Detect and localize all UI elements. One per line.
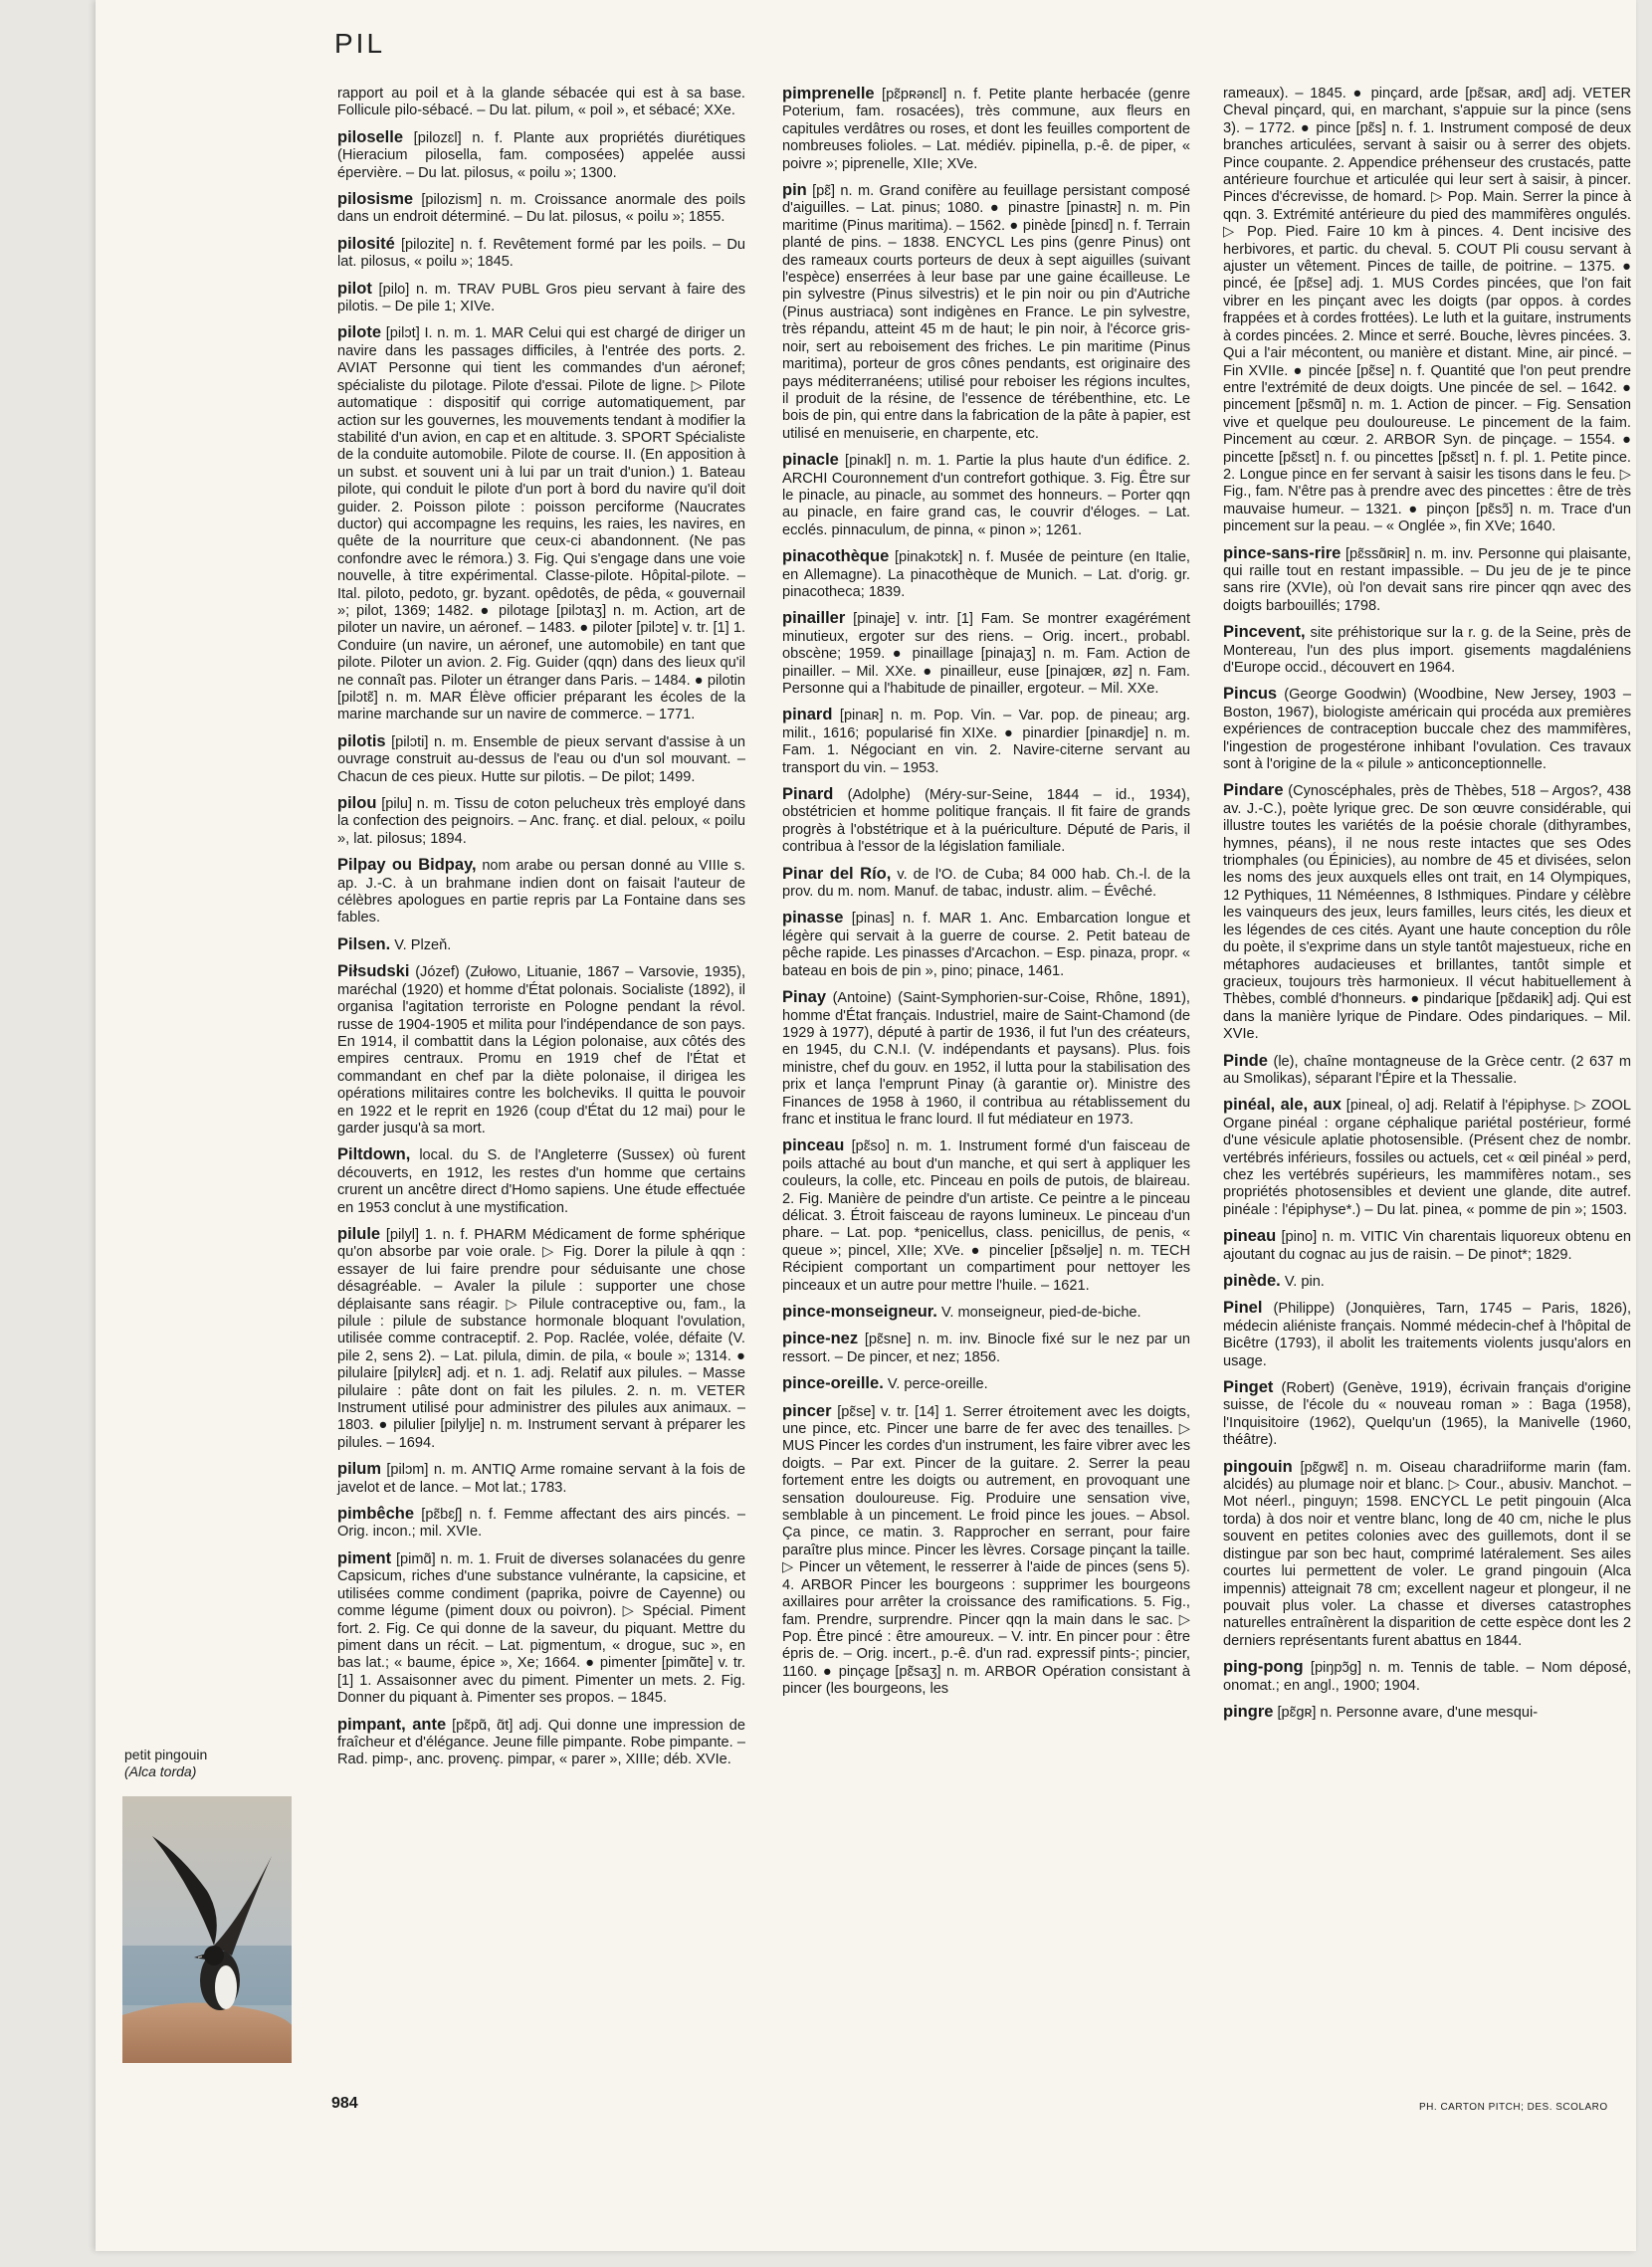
dictionary-entry — [337, 281, 745, 316]
dictionary-entry — [1223, 1097, 1631, 1219]
entry-definition: V. Plzeň. — [394, 936, 452, 953]
entry-definition: [pineal, o] adj. Relatif à l'épiphyse. ▷ ZOOL Organe pinéal : organe céphalique pariétal postérieur, formé d'une vésicule aplatie photosensible. (Présent chez de nombr. vertébrés inférieurs, fossiles ou actuels, cet « œil pinéal » perd, chez les vertébrés supérieurs, les mammifères notam., ses propriétés photosensibles et devient une glande, dite autref. pinéale : l'épiphyse*.) – Du lat. pinea, « pomme de pin »; 1503. — [1223, 1098, 1631, 1218]
entry-headword: pilou — [337, 794, 377, 813]
entry-definition: (Cynoscéphales, près de Thèbes, 518 – Argos?, 438 av. J.-C.), poète lyrique grec. De son œuvre considérable, qui illustre toutes les variétés de la poésie chorale (dithyrambes, hymnes, péans), il ne nous reste intactes que ses Odes triomphales (ou Épinicies), au nombre de 45 et divisées, selon les noms des jeux auxquels elles ont trait, en 14 Olympiques, 12 Pythiques, 11 Néméennes, 8 Isthmiques. Pindare y célèbre les vainqueurs des jeux, leurs familles, leurs cités, les dieux et les légendes de ces cités. Ayant une haute conception du rôle du poète, il s'exprime dans un style tantôt majestueux, riche en métaphores audacieuses et brillantes, tantôt simple et gracieux, toujours très harmonieux. Il vécut habituellement à Thèbes, comblé d'honneurs. ● pindarique [pɛ̃daʀik] adj. Qui est dans la manière lyrique de Pindare. Odes pindariques. – Mil. XVIe. — [1223, 783, 1631, 1043]
dictionary-entry — [782, 866, 1190, 902]
entry-definition: [pilo] n. m. TRAV PUBL Gros pieu servant à faire des pilotis. – De pile 1; XIVe. — [337, 281, 745, 315]
entry-headword: pincer — [782, 1401, 832, 1420]
entry-headword: Pinel — [1223, 1299, 1263, 1318]
entry-headword: pingre — [1223, 1702, 1274, 1721]
entry-definition: [pinaʀ] n. m. Pop. Vin. – Var. pop. de pineau; arg. milit., 1616; popularisé fin XIXe. ● pinardier [pinaʀdje] n. m. Fam. 1. Négociant en vin. 2. Navire-citerne servant au transport du vin. – 1953. — [782, 708, 1191, 776]
entry-headword: pingouin — [1223, 1457, 1293, 1476]
dictionary-entry — [337, 1506, 745, 1542]
page-number: 984 — [331, 2095, 358, 2112]
penguin-photo — [122, 1796, 292, 2063]
entry-headword: Pinget — [1223, 1378, 1274, 1397]
entry-headword: Pincus — [1223, 685, 1278, 704]
dictionary-entry — [782, 548, 1190, 601]
dictionary-page — [96, 0, 1636, 2251]
entry-definition: [pilozite] n. f. Revêtement formé par les poils. – Du lat. pilosus, « poilu »; 1845. — [337, 236, 745, 271]
entry-definition: rameaux). – 1845. ● pinçard, arde [pɛ̃saʀ, aʀd] adj. VETER Cheval pinçard, qui, en marchant, s'appuie sur la pince (sens 3). – 1772. ● pince [pɛ̃s] n. f. 1. Instrument composé de deux branches articulées, servant à saisir ou à serrer des objets. Pince coupante. 2. Appendice préhenseur des crustacés, patte antérieure fourchue et articulée qui leur sert à saisir, à pincer. Pinces d'écrevisse, de homard. ▷ Pop. Main. Serrer la pince à qqn. 3. Extrémité antérieure du pied des mammifères ongulés. ▷ Pop. Pied. Faire 10 km à pinces. 4. Dent incisive des herbivores, et partic. du cheval. 5. COUT Pli cousu servant à ajuster un vêtement. Pinces de taille, de poitrine. – 1375. ● pincé, ée [pɛ̃se] adj. 1. MUS Cordes pincées, que l'on fait vibrer en les pinçant avec les doigts (par oppos. à cordes frappées et à cordes frottées). Le luth et la guitare, instruments à cordes pincées. 2. Mince et serré. Bouche, lèvres pincées. 3. Qui a l'air mécontent, ou manière et distant. Mine, air pincé. – Fin XVIIe. ● pincée [pɛ̃se] n. f. Quantité que l'on peut prendre entre l'extrémité de deux doigts. Une pincée de sel. – 1642. ● pincement [pɛ̃smɑ̃] n. m. 1. Action de pincer. – Fig. Sensation vive et quelque peu douloureuse. Le pincement de la faim. Pincement au cœur. 2. ARBOR Syn. de pinçage. – 1554. ● pincette [pɛ̃sɛt] n. f. ou pincettes [pɛ̃sɛt] n. f. pl. 1. Petite pince. 2. Longue pince en fer servant à saisir les tisons dans le feu. ▷ Fig., fam. N'être pas à prendre avec des pincettes : être de très mauvaise humeur. – 1321. ● pinçon [pɛ̃sɔ̃] n. m. Trace d'un pincement sur la peau. – « Onglée », fin XVe; 1640. — [1223, 86, 1631, 535]
dictionary-entry — [337, 795, 745, 848]
running-head: PIL — [334, 28, 386, 59]
entry-headword: Pinay — [782, 988, 827, 1007]
dictionary-entry — [1223, 1300, 1631, 1370]
entry-definition: [pɛ̃so] n. m. 1. Instrument formé d'un faisceau de poils attaché au bout d'un manche, et qui sert à appliquer les couleurs, la colle, etc. Pinceau en poils de putois, de blaireau. 2. Fig. Manière de peindre d'un artiste. Ce peintre a le pinceau délicat. 3. Étroit faisceau de rayons lumineux. Le pinceau d'un phare. – Lat. pop. *penicellus, class. penicillus, de penis, « queue »; pincel, XIIe; XVe. ● pincelier [pɛ̃səlje] n. m. TECH Récipient comportant un compartiment pour nettoyer les pinceaux et un autre pour mettre l'huile. – 1621. — [782, 1138, 1190, 1294]
entry-definition: [pilyl] 1. n. f. PHARM Médicament de forme sphérique qu'on absorbe par voie orale. ▷ Fig. Dorer la pilule à qqn : essayer de lui faire prendre pour séduisante une chose désagréable. – Avaler la pilule : supporter une chose déplaisante sans réagir. ▷ Pilule contraceptive ou, fam., la pilule : pilule de substance hormonale bloquant l'ovulation, utilisée comme contraceptif. 2. Pop. Raclée, volée, défaite (V. pile 2, sens 2). – Lat. pilula, dimin. de pila, « boule »; 1314. ● pilulaire [pilylɛʀ] adj. et n. 1. adj. Relatif aux pilules. – Masse pilulaire : pâte dont on fait les pilules. 2. n. m. VETER Instrument utilisé pour administrer des pilules aux animaux. – 1803. ● pilulier [pilylje] n. m. Instrument servant à préparer les pilules. – 1694. — [337, 1226, 745, 1451]
entry-definition: [pɛ̃gwɛ̃] n. m. Oiseau charadriiforme marin (fam. alcidés) au plumage noir et blanc. ▷ Cour., abusiv. Manchot. – Mot néerl., pinguyn; 1598. ENCYCL Le petit pingouin (Alca torda) à dos noir et ventre blanc, long de 40 cm, niche le plus souvent en petites colonies avec des guillemots, dont il se distingue par son bec haut, comprimé latéralement. Ses ailes courtes lui permettent de voler. Le grand pingouin (Alca impennis) atteignait 78 cm; excellent nageur et plongeur, il ne pouvait plus voler. La chasse et diverses catastrophes naturelles entraînèrent la disparition de cette espèce dont les 2 derniers représentants furent abattus en 1844. — [1223, 1459, 1631, 1649]
dictionary-entry — [782, 452, 1190, 539]
dictionary-entry — [1223, 1273, 1631, 1291]
entry-definition: [pɛ̃bɛʃ] n. f. Femme affectant des airs pincés. – Orig. incon.; mil. XVIe. — [337, 1507, 746, 1541]
entry-headword: pinacle — [782, 451, 839, 470]
caption-latin-name: (Alca torda) — [124, 1763, 197, 1779]
entry-definition: [pinas] n. f. MAR 1. Anc. Embarcation longue et légère qui servait à la guerre de course. 2. Petit bateau de pêche rapide. Les pinasses d'Arcachon. – Esp. pinaza, propr. « bateau en bois de pin », pino; pinace, 1461. — [782, 911, 1190, 979]
entry-definition: [pilozɛl] n. f. Plante aux propriétés diurétiques (Hieracium pilosella, fam. composées) appelée aussi épervière. – Du lat. pilosus, « poilu »; 1300. — [337, 129, 745, 181]
entry-headword: pin — [782, 181, 807, 200]
entry-headword: piment — [337, 1548, 392, 1567]
dictionary-entry — [1223, 1379, 1631, 1450]
dictionary-entry — [1223, 1459, 1631, 1650]
entry-headword: Pilpay ou Bidpay, — [337, 856, 477, 875]
entry-definition: [pinakɔtɛk] n. f. Musée de peinture (en Italie, en Allemagne). La pinacothèque de Munich. – Lat. d'orig. gr. pinacotheca; 1839. — [782, 549, 1190, 600]
entry-headword: Pinar del Río, — [782, 864, 892, 883]
column-2 — [782, 86, 1190, 1708]
column-3 — [1223, 86, 1631, 1731]
entry-headword: pince-monseigneur. — [782, 1303, 937, 1321]
dictionary-entry — [782, 707, 1190, 777]
entry-definition: [pino] n. m. VITIC Vin charentais liquoreux obtenu en ajoutant du cognac au jus de raisin. – De pinot*; 1829. — [1223, 1229, 1631, 1263]
entry-definition: (Józef) (Zułowo, Lituanie, 1867 – Varsovie, 1935), maréchal (1920) et homme d'État polonais. Socialiste (1892), il organisa l'agitation terroriste en Pologne pendant la révol. russe de 1904-1905 et milita pour l'indépendance de son pays. En 1914, il combattit dans la Légion polonaise, aux côtés des empires centraux. Promu en 1919 chef de l'État et commandant en chef par la diète polonaise, il dirigea les opérations militaires contre les bolcheviks. Il quitta le pouvoir en 1922 et le reprit en 1926 (coup d'État du 12 mai) pour le garder jusqu'à sa mort. — [337, 964, 745, 1136]
dictionary-entry — [1223, 545, 1631, 616]
entry-definition: V. pin. — [1284, 1274, 1325, 1290]
dictionary-entry — [1223, 782, 1631, 1043]
entry-headword: piloselle — [337, 127, 404, 146]
dictionary-entry — [782, 910, 1190, 980]
entry-definition: V. perce-oreille. — [887, 1376, 988, 1393]
entry-headword: pilot — [337, 279, 372, 298]
dictionary-entry — [1223, 86, 1631, 536]
entry-definition: site préhistorique sur la r. g. de la Seine, près de Montereau, l'un des plus import. gisements magdaléniens d'Europe occid., découvert en 1964. — [1223, 625, 1631, 676]
entry-headword: pinceau — [782, 1136, 845, 1155]
dictionary-entry — [782, 1403, 1190, 1699]
entry-headword: Pilsen. — [337, 934, 391, 953]
dictionary-entry — [337, 324, 745, 723]
dictionary-entry — [337, 1226, 745, 1452]
dictionary-entry — [782, 1375, 1190, 1393]
dictionary-entry — [782, 1331, 1190, 1366]
dictionary-entry — [1223, 1659, 1631, 1695]
figure-caption — [124, 1747, 294, 1780]
entry-headword: Pinard — [782, 785, 834, 804]
entry-headword: pilum — [337, 1460, 381, 1479]
entry-headword: pinailler — [782, 609, 846, 628]
dictionary-entry — [337, 191, 745, 227]
entry-headword: pimprenelle — [782, 85, 875, 103]
entry-definition: [piŋpɔ̃g] n. m. Tennis de table. – Nom déposé, onomat.; en angl., 1900; 1904. — [1223, 1660, 1631, 1694]
entry-definition: [pɛ̃pɑ̃, ɑ̃t] adj. Qui donne une impression de fraîcheur et d'élégance. Jeune fille pimpante. Robe pimpante. – Rad. pimp-, anc. provenç. pimpar, « parer », XIIIe; déb. XVIe. — [337, 1717, 745, 1768]
entry-headword: Piltdown, — [337, 1145, 411, 1164]
entry-definition: [pɛ̃pʀənɛl] n. f. Petite plante herbacée (genre Poterium, fam. rosacées), très commune, aux fleurs en capitules verdâtres ou roses, et dont les feuilles comportent de nombreuses folioles. – Lat. médiév. pipinella, p.-ê. de piper, « poivre »; piprenelle, XIIe; XVe. — [782, 87, 1190, 172]
entry-headword: pilotis — [337, 731, 386, 750]
entry-definition: (le), chaîne montagneuse de la Grèce centr. (2 637 m au Smolikas), séparant l'Épire et la Thessalie. — [1223, 1053, 1631, 1087]
entry-definition: [pɛ̃gʀ] n. Personne avare, d'une mesqui- — [1277, 1704, 1539, 1721]
dictionary-entry — [337, 1717, 745, 1769]
dictionary-entry — [1223, 686, 1631, 773]
entry-definition: rapport au poil et à la glande sébacée qui est à sa base. Follicule pilo-sébacé. – Du lat. pilum, « poil », et sébacé; XXe. — [337, 86, 745, 119]
entry-definition: v. de l'O. de Cuba; 84 000 hab. Ch.-l. de la prov. du m. nom. Manuf. de tabac, industr. alim. – Évêché. — [782, 866, 1190, 901]
entry-headword: pineau — [1223, 1227, 1277, 1246]
entry-headword: pince-nez — [782, 1330, 859, 1348]
dictionary-entry — [782, 786, 1190, 857]
entry-definition: [pinaje] v. intr. [1] Fam. Se montrer exagérément minutieux, ergoter sur des riens. – Orig. incert., probabl. obscène; 1959. ● pinaillage [pinajaʒ] n. m. Fam. Action de pinailler. – Mil. XXe. ● pinailleur, euse [pinajœʀ, øz] n. Fam. Personne qui a l'habitude de pinailler, ergoteur. – Mil. XXe. — [782, 611, 1190, 697]
entry-definition: (Philippe) (Jonquières, Tarn, 1745 – Paris, 1826), médecin aliéniste français. Nommé médecin-chef à l'hôpital de Bicêtre (1793), il abolit les traitements violents jusqu'alors en usage. — [1223, 1301, 1631, 1369]
dictionary-entry — [1223, 1704, 1631, 1722]
entry-definition: [pilɔm] n. m. ANTIQ Arme romaine servant à la fois de javelot et de lance. – Mot lat.; 1783. — [337, 1462, 745, 1496]
dictionary-entry — [782, 1304, 1190, 1322]
entry-headword: Pincevent, — [1223, 623, 1306, 642]
dictionary-entry — [782, 989, 1190, 1129]
dictionary-entry — [1223, 1053, 1631, 1089]
entry-headword: pilote — [337, 323, 381, 342]
entry-headword: pilule — [337, 1224, 381, 1243]
entry-headword: pince-oreille. — [782, 1374, 884, 1393]
dictionary-entry — [337, 963, 745, 1137]
dictionary-entry — [337, 857, 745, 927]
entry-definition: (Antoine) (Saint-Symphorien-sur-Coise, Rhône, 1891), homme d'État français. Industriel, maire de Saint-Chamond (de 1929 à 1977), député à partir de 1936, il fut l'un des créateurs, en 1945, du C.N.I. (V. indépendants et paysans). Plus. fois ministre, chef du gouv. en 1952, il lutta pour la stabilisation des prix et lança l'emprunt Pinay (à garantie or). Ministre des Finances de 1958 à 1960, il contribua au rétablissement du franc et institua le franc lourd. Il fut médiateur en 1973. — [782, 990, 1190, 1128]
dictionary-entry — [337, 733, 745, 786]
entry-definition: [pɛ̃se] v. tr. [14] 1. Serrer étroitement avec les doigts, une pince, etc. Pincer une barre de fer avec des tenailles. ▷ MUS Pincer les cordes d'un instrument, les faire vibrer avec les doigts. – Par ext. Pincer de la guitare. 2. Serrer la peau fortement entre les doigts ou autrement, en provoquant une sensation douloureuse. Fig. Produire une sensation vive, semblable à un pincement. Le froid pince les joues. – Absol. Ça pince, ce matin. 3. Rapprocher en serrant, pour faire paraître plus mince. Pincer les lèvres. Corsage pinçant la taille. ▷ Pincer un vêtement, le resserrer à l'aide de pinces (sens 5). 4. ARBOR Pincer les bourgeons : supprimer les bourgeons axillaires pour arrêter la croissance des ramifications. 5. Fig., fam. Prendre, surprendre. Pincer qqn la main dans le sac. ▷ Pop. Être pincé : être amoureux. – V. intr. En pincer pour : être épris de. – Orig. incert., p.-ê. d'un rad. expressif pints-; pincier, 1160. ● pinçage [pɛ̃saʒ] n. m. ARBOR Opération consistant à pincer (les bourgeons, les — [782, 1403, 1190, 1698]
entry-headword: pinasse — [782, 909, 844, 927]
entry-definition: [pɛ̃ssɑ̃ʀiʀ] n. m. inv. Personne qui plaisante, qui raille tout en restant impassible. – Du jeu de je te pince sans rire (XVIe), où l'on devait sans rire pincer qqn avec des doigts barbouillés; 1798. — [1223, 545, 1631, 614]
entry-definition: [pilɔti] n. m. Ensemble de pieux servant d'assise à un ouvrage construit au-dessus de l'eau ou d'un sol mouvant. – Chacun de ces pieux. Hutte sur pilotis. – De pilot; 1499. — [337, 733, 745, 785]
caption-common-name: petit pingouin — [124, 1747, 208, 1762]
entry-headword: Pindare — [1223, 781, 1284, 800]
entry-definition: [pilɔt] I. n. m. 1. MAR Celui qui est chargé de diriger un navire dans les passages difficiles, à l'entrée des ports. 2. AVIAT Personne qui tient les commandes d'un aéronef; spécialiste du pilotage. Pilote d'essai. Pilote de ligne. ▷ Pilote automatique : dispositif qui corrige automatiquement, par action sur les gouvernes, les mouvements tendant à modifier la stabilité d'un avion, en cap et en altitude. 3. SPORT Spécialiste de la conduite automobile. Pilote de course. II. (En apposition à un subst. et souvent uni à lui par un trait d'union.) 1. Bateau pilote, qui conduit le pilote d'un port à bord du navire qu'il doit guider. 2. Poisson pilote : poisson perciforme (Naucrates ductor) qui accompagne les requins, les raies, les navires, en quête de la nourriture que ceux-ci abandonnent. (Ne pas confondre avec le rémora.) 3. Fig. Qui s'engage dans une voie nouvelle, à titre expérimental. Classe-pilote. Hôpital-pilote. – Ital. piloto, pedoto, gr. byzant. opêdotês, de pêda, « gouvernail »; pilot, 1369; 1482. ● pilotage [pilɔtaʒ] n. m. Action, art de piloter un navire, un aéronef. – 1483. ● piloter [pilɔte] v. tr. [1] 1. Conduire (un navire, un aéronef, une automobile) en tant que pilote. Piloter un avion. 2. Fig. Guider (qqn) dans des lieux qu'il ne connaît pas. Piloter un étranger dans Paris. – 1484. ● pilotin [pilɔtɛ̃] n. m. MAR Élève officier préparant les écoles de la marine marchande sur un navire de commerce. – 1771. — [337, 325, 745, 723]
entry-definition: [pilozism] n. m. Croissance anormale des poils dans un endroit déterminé. – Du lat. pilosus, « poilu »; 1855. — [337, 192, 745, 226]
entry-definition: [pɛ̃] n. m. Grand conifère au feuillage persistant composé d'aiguilles. – Lat. pinus; 1080. ● pinastre [pinastʀ] n. m. Pin maritime (Pinus maritima). – 1562. ● pinède [pinɛd] n. f. Terrain planté de pins. – 1838. ENCYCL Les pins (genre Pinus) ont des rameaux courts porteurs de deux à sept aiguilles (suivant l'espèce) enserrées à leur base par une gaine écailleuse. Le pin sylvestre (Pinus silvestris) et le pin noir ou pin d'Autriche (Pinus austriaca) sont indigènes en France. Le pin sylvestre, très répandu, atteint 45 m de haut; le pin noir, à l'écorce gris-noir, sert au reboisement des friches. Le pin maritime (Pinus maritima), porteur de gros cônes pendants, est originaire des pays méditerranéens; utilisé pour reboiser les régions incultes, il produit de la résine, de l'essence de térébenthine, etc. Le bois de pin, qui entre dans la fabrication de la pâte à papier, est utilisé en menuiserie, en charpente, etc. — [782, 183, 1190, 442]
entry-definition: [pɛ̃sne] n. m. inv. Binocle fixé sur le nez par un ressort. – De pincer, et nez; 1856. — [782, 1332, 1190, 1365]
entry-headword: Piłsudski — [337, 962, 410, 981]
entry-headword: pilosisme — [337, 190, 414, 209]
entry-definition: V. monseigneur, pied-de-biche. — [940, 1305, 1141, 1321]
dictionary-entry — [337, 236, 745, 272]
dictionary-entry — [337, 1550, 745, 1708]
entry-headword: pince-sans-rire — [1223, 543, 1342, 562]
entry-definition: [pilu] n. m. Tissu de coton pelucheux très employé dans la confection des peignoirs. – Anc. franç. et dial. peloux, « poilu », lat. pilosus; 1894. — [337, 796, 745, 847]
entry-headword: pinard — [782, 706, 833, 724]
entry-headword: pinacothèque — [782, 547, 890, 566]
dictionary-entry — [337, 936, 745, 954]
dictionary-entry — [1223, 1228, 1631, 1264]
dictionary-entry — [782, 1137, 1190, 1295]
dictionary-entry — [337, 129, 745, 182]
dictionary-entry — [1223, 624, 1631, 677]
entry-headword: Pinde — [1223, 1051, 1268, 1070]
entry-headword: pimbêche — [337, 1505, 415, 1524]
entry-definition: [pinakl] n. m. 1. Partie la plus haute d'un édifice. 2. ARCHI Couronnement d'un contrefort gothique. 3. Fig. Être sur le pinacle, au pinacle, au sommet des honneurs. – Porter qqn au pinacle, en faire grand cas, le couvrir d'éloges. – Lat. ecclés. pinnaculum, de pinna, « pinon »; 1261. — [782, 453, 1190, 538]
entry-definition: (George Goodwin) (Woodbine, New Jersey, 1903 – Boston, 1967), biologiste américain qui procéda aux premières expériences de contraception buccale chez des mammifères, l'ingestion de progestérone inhibant l'ovulation. Ces travaux sont à l'origine de la « pilule » anticonceptionnelle. — [1223, 687, 1632, 773]
entry-definition: [pimɑ̃] n. m. 1. Fruit de diverses solanacées du genre Capsicum, riches d'une substance vulnérante, la capsicine, et utilisées comme condiment (paprika, poivre de Cayenne) ou comme légume (piment doux ou poivron). ▷ Spécial. Piment fort. 2. Fig. Ce qui donne de la saveur, du piquant. Mettre du piment dans un récit. – Lat. pigmentum, « drogue, suc », en bas lat.; « baume, épice », Xe; 1664. ● pimenter [pimɑ̃te] v. tr. [1] 1. Assaisonner avec du piment. Pimenter un mets. 2. Fig. Donner du piquant à. Pimenter ses propos. – 1845. — [337, 1550, 746, 1707]
entry-headword: pilosité — [337, 234, 395, 253]
entry-definition: local. du S. de l'Angleterre (Sussex) où furent découverts, en 1912, les restes d'un homme que certains crurent un ancêtre direct d'Homo sapiens. Une étude effectuée en 1953 conclut à une mystification. — [337, 1147, 745, 1216]
entry-definition: (Adolphe) (Méry-sur-Seine, 1844 – id., 1934), obstétricien et homme politique français. Il fit faire de grands progrès à l'obstétrique et à la puériculture. Député de Paris, il contribua à l'essor de la législation familiale. — [782, 787, 1190, 856]
column-1 — [337, 86, 745, 1778]
dictionary-entry — [337, 86, 745, 120]
entry-definition: (Robert) (Genève, 1919), écrivain français d'origine suisse, de l'école du « nouveau roman » : Baga (1958), l'Inquisitoire (1962), Quelqu'un (1965), la Manivelle (1960, théâtre). — [1223, 1380, 1631, 1449]
entry-headword: ping-pong — [1223, 1658, 1304, 1677]
dictionary-entry — [337, 1146, 745, 1217]
entry-headword: pinéal, ale, aux — [1223, 1096, 1342, 1115]
dictionary-entry — [782, 86, 1190, 173]
photo-credit: PH. CARTON PITCH; DES. SCOLARO — [1419, 2102, 1608, 2113]
entry-headword: pinède. — [1223, 1272, 1281, 1290]
entry-definition: nom arabe ou persan donné au VIIIe s. ap. J.-C. à un brahmane indien dont on faisait l'auteur de célèbres apologues en partie repris par La Fontaine dans ses fables. — [337, 858, 745, 927]
dictionary-entry — [782, 182, 1190, 443]
dictionary-entry — [337, 1461, 745, 1497]
dictionary-entry — [782, 610, 1190, 698]
entry-headword: pimpant, ante — [337, 1715, 447, 1734]
